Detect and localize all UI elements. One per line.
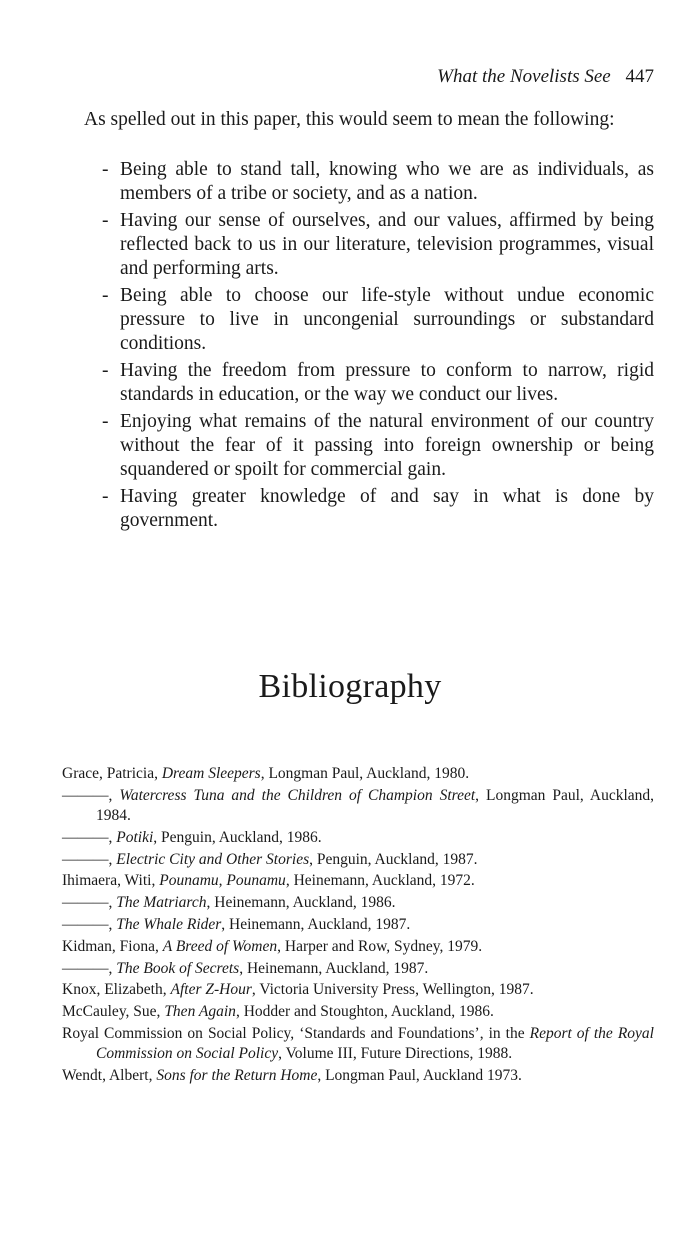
entry-title: A Breed of Women: [162, 937, 278, 955]
entry-author: Wendt, Albert,: [62, 1067, 157, 1085]
entry-title: Watercress Tuna and the Children of Champion Street: [119, 786, 476, 804]
list-item-text: Having our sense of ourselves, and our values, affirmed by being reflected back to us in our literature, television programmes, visual and performing arts.: [120, 210, 654, 279]
list-item-text: Having greater knowledge of and say in what is done by government.: [120, 486, 654, 531]
intro-paragraph: As spelled out in this paper, this would seem to mean the following:: [84, 109, 615, 130]
entry-details: , Heinemann, Auckland, 1972.: [285, 872, 475, 890]
entry-details: , Hodder and Stoughton, Auckland, 1986.: [235, 1003, 494, 1021]
entry-details: , Heinemann, Auckland, 1987.: [239, 959, 429, 977]
list-item-text: Being able to stand tall, knowing who we are as individuals, as members of a tribe or society, and as a nation.: [120, 159, 654, 204]
entry-author: Grace, Patricia,: [62, 765, 162, 782]
entry-author: ———,: [62, 786, 120, 804]
entry-details: , Victoria University Press, Wellington, 1987.: [251, 981, 534, 999]
bibliography-entry: [62, 893, 654, 913]
entry-author: ———,: [62, 828, 117, 846]
entry-author: ———,: [62, 850, 117, 868]
entry-author: Royal Commission on Social Policy, ‘Standards and Foundations’, in the: [62, 1025, 530, 1043]
entry-title: Then Again: [164, 1003, 236, 1021]
bibliography-entry: [62, 937, 654, 957]
entry-details: , Volume III, Future Directions, 1988.: [278, 1045, 513, 1063]
bibliography-entry: [62, 1024, 654, 1065]
list-item: [102, 410, 654, 482]
list-dash: -: [102, 210, 109, 231]
entry-title: Potiki: [116, 828, 154, 846]
entry-title: Dream Sleepers: [161, 765, 261, 782]
running-head: [437, 66, 654, 88]
entry-author: ———,: [62, 959, 117, 977]
entry-author: Knox, Elizabeth,: [62, 981, 171, 999]
list-item: [102, 284, 654, 356]
entry-details: , Harper and Row, Sydney, 1979.: [277, 937, 483, 955]
entry-author: Kidman, Fiona,: [62, 937, 163, 955]
list-dash: -: [102, 486, 109, 507]
entry-details: , Penguin, Auckland, 1987.: [309, 850, 478, 868]
entry-details: , Heinemann, Auckland, 1987.: [221, 916, 411, 934]
bibliography-entry: [62, 850, 654, 870]
list-dash: -: [102, 285, 109, 306]
bibliography-entry: [62, 915, 654, 935]
points-list: [102, 158, 654, 536]
list-dash: -: [102, 360, 109, 381]
entry-details: , Longman Paul, Auckland 1973.: [317, 1067, 522, 1085]
bibliography-entry: [62, 959, 654, 979]
entry-title: Electric City and Other Stories: [116, 850, 310, 868]
bibliography-entry: [62, 1066, 654, 1086]
entry-title: The Whale Rider: [116, 916, 222, 934]
bibliography-heading: Bibliography: [258, 668, 442, 705]
entry-title: Report of the Royal Commission on Social Policy: [96, 1025, 654, 1063]
bibliography-entry: [62, 871, 654, 891]
entry-author: ———,: [62, 916, 117, 934]
entry-details: , Penguin, Auckland, 1986.: [153, 828, 322, 846]
entry-title: The Book of Secrets: [116, 959, 240, 977]
bibliography-entry: [62, 828, 654, 848]
list-dash: -: [102, 411, 109, 432]
bibliography-entry: [62, 764, 654, 784]
entry-title: The Matriarch: [116, 894, 207, 912]
list-item-text: Being able to choose our life-style without undue economic pressure to live in uncongenial surroundings or substandard conditions.: [120, 285, 654, 354]
list-item-text: Enjoying what remains of the natural environment of our country without the fear of it passing into foreign ownership or being squandered or spoilt for commercial gain.: [120, 411, 654, 480]
list-item: [102, 209, 654, 281]
list-item: [102, 158, 654, 206]
entry-author: ———,: [62, 894, 117, 912]
list-item: [102, 485, 654, 533]
entry-title: Pounamu, Pounamu: [159, 872, 286, 890]
entry-title: After Z-Hour: [170, 981, 252, 999]
entry-details: , Longman Paul, Auckland, 1984.: [96, 786, 655, 825]
page-number: 447: [625, 66, 654, 87]
list-item: [102, 359, 654, 407]
list-dash: -: [102, 159, 109, 180]
entry-details: , Heinemann, Auckland, 1986.: [206, 894, 396, 912]
bibliography-entry: [62, 980, 654, 1000]
bibliography-entry: [62, 786, 654, 827]
running-head-title: What the Novelists See: [437, 66, 611, 87]
entry-title: Sons for the Return Home: [156, 1067, 318, 1085]
entry-details: , Longman Paul, Auckland, 1980.: [260, 765, 470, 782]
list-item-text: Having the freedom from pressure to conform to narrow, rigid standards in education, or the way we conduct our lives.: [120, 360, 654, 405]
entry-author: McCauley, Sue,: [62, 1003, 165, 1021]
bibliography-list: [62, 764, 654, 1088]
entry-author: Ihimaera, Witi,: [62, 872, 160, 890]
bibliography-entry: [62, 1002, 654, 1022]
